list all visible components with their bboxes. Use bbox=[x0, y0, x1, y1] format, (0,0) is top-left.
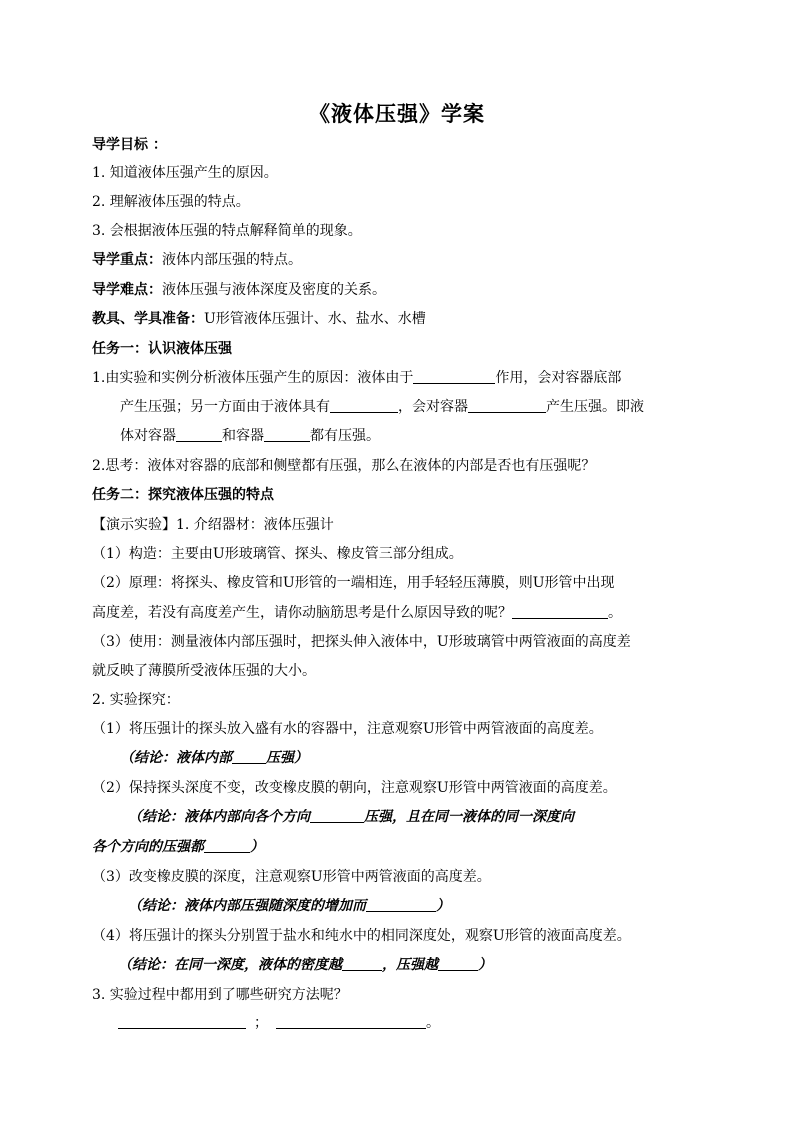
conclusion-4-end: ） bbox=[478, 957, 492, 973]
conclusion-2-line2 bbox=[92, 837, 264, 857]
difficulty-text: 液体压强与液体深度及密度的关系。 bbox=[162, 282, 386, 298]
goal-item-1: 1. 知道液体压强产生的原因。 bbox=[92, 165, 278, 181]
answer-blank[interactable] bbox=[204, 838, 250, 853]
key-point bbox=[92, 250, 302, 270]
answer-blank[interactable] bbox=[330, 398, 398, 413]
goal-item-2: 2. 理解液体压强的特点。 bbox=[92, 194, 250, 210]
task1-q1-line2 bbox=[120, 397, 644, 417]
answer-blank[interactable] bbox=[176, 427, 222, 442]
methods-end: 。 bbox=[426, 1015, 440, 1031]
experiment-step-1: （1）将压强计的探头放入盛有水的容器中，注意观察U形管中两管液面的高度差。 bbox=[92, 721, 603, 737]
answer-blank[interactable] bbox=[468, 398, 546, 413]
principle-text: 高度差，若没有高度差产生，请你动脑筋思考是什么原因导致的呢？ bbox=[92, 605, 512, 621]
q1-text-b: 作用，会对容器底部 bbox=[495, 370, 622, 386]
task1-q1-line1 bbox=[92, 368, 621, 388]
conclusion-2-line1 bbox=[128, 807, 574, 827]
usage-item-line2: 就反映了薄膜所受液体压强的大小。 bbox=[92, 663, 316, 679]
conclusion-4-text-a: （结论：在同一深度，液体的密度越 bbox=[118, 957, 342, 973]
q1-text-c: 产生压强；另一方面由于液体具有 bbox=[120, 399, 330, 415]
usage-item-line1: （3）使用：测量液体内部压强时，把探头伸入液体中，U形玻璃管中两管液面的高度差 bbox=[92, 634, 631, 650]
structure-item: （1）构造：主要由U形玻璃管、探头、橡皮管三部分组成。 bbox=[92, 546, 463, 562]
conclusion-1-text: （结论：液体内部 bbox=[120, 750, 232, 766]
q1-text-f: 体对容器 bbox=[120, 428, 176, 444]
page-title: 《液体压强》学案 bbox=[309, 101, 485, 126]
answer-blank[interactable] bbox=[232, 749, 266, 764]
answer-blank[interactable] bbox=[276, 1014, 426, 1029]
principle-item-line2 bbox=[92, 603, 622, 623]
q1-text-h: 都有压强。 bbox=[310, 428, 380, 444]
conclusion-3-end: ） bbox=[436, 898, 450, 914]
goals-heading: 导学目标 ： bbox=[92, 137, 167, 153]
answer-blank[interactable] bbox=[438, 956, 478, 971]
conclusion-4-text-b: ，压强越 bbox=[382, 957, 438, 973]
difficulty-point bbox=[92, 280, 386, 300]
conclusion-1 bbox=[120, 748, 308, 768]
answer-blank[interactable] bbox=[264, 427, 310, 442]
demo-experiment: 【演示实验】1. 介绍器材：液体压强计 bbox=[92, 517, 334, 533]
tools-line bbox=[92, 309, 426, 329]
conclusion-2-text-b: 压强，且在同一液体的同一深度向 bbox=[364, 809, 574, 825]
answer-blank[interactable] bbox=[512, 604, 608, 619]
conclusion-2-text-c: 各个方向的压强都 bbox=[92, 839, 204, 855]
tools-label: 教具、学具准备： bbox=[92, 311, 204, 327]
q1-text-g: 和容器 bbox=[222, 428, 264, 444]
task1-heading: 任务一：认识液体压强 bbox=[92, 341, 232, 357]
conclusion-3 bbox=[128, 896, 450, 916]
principle-end: 。 bbox=[608, 605, 622, 621]
q1-text-a: 1.由实验和实例分析液体压强产生的原因：液体由于 bbox=[92, 370, 414, 386]
answer-blank[interactable] bbox=[342, 956, 382, 971]
methods-separator: ； bbox=[254, 1015, 268, 1031]
conclusion-4 bbox=[118, 955, 492, 975]
conclusion-2-text-a: （结论：液体内部向各个方向 bbox=[128, 809, 310, 825]
goal-item-3: 3. 会根据液体压强的特点解释简单的现象。 bbox=[92, 223, 362, 239]
answer-blank[interactable] bbox=[310, 808, 364, 823]
experiment-heading: 2. 实验探究： bbox=[92, 692, 180, 708]
principle-item-line1: （2）原理：将探头、橡皮管和U形管的一端相连，用手轻轻压薄膜，则U形管中出现 bbox=[92, 575, 615, 591]
answer-blank[interactable] bbox=[413, 369, 495, 384]
key-point-text: 液体内部压强的特点。 bbox=[162, 252, 302, 268]
task1-q2: 2.思考：液体对容器的底部和侧壁都有压强，那么在液体的内部是否也有压强呢？ bbox=[92, 458, 596, 474]
q1-text-e: 产生压强。即液 bbox=[546, 399, 644, 415]
experiment-step-3: （3）改变橡皮膜的深度，注意观察U形管中两管液面的高度差。 bbox=[92, 869, 491, 885]
experiment-step-2: （2）保持探头深度不变，改变橡皮膜的朝向，注意观察U形管中两管液面的高度差。 bbox=[92, 780, 617, 796]
conclusion-2-end: ） bbox=[250, 839, 264, 855]
task2-heading: 任务二：探究液体压强的特点 bbox=[92, 487, 274, 503]
conclusion-1-end: 压强） bbox=[266, 750, 308, 766]
answer-blank[interactable] bbox=[366, 897, 436, 912]
experiment-step-4: （4）将压强计的探头分别置于盐水和纯水中的相同深度处，观察U形管的液面高度差。 bbox=[92, 928, 631, 944]
key-point-label: 导学重点： bbox=[92, 252, 162, 268]
conclusion-3-text: （结论：液体内部压强随深度的增加而 bbox=[128, 898, 366, 914]
tools-text: U形管液体压强计、水、盐水、水槽 bbox=[204, 311, 426, 327]
methods-answer-line bbox=[118, 1013, 440, 1033]
q1-text-d: ，会对容器 bbox=[398, 399, 468, 415]
answer-blank[interactable] bbox=[118, 1014, 246, 1029]
methods-question: 3. 实验过程中都用到了哪些研究方法呢？ bbox=[92, 987, 348, 1003]
difficulty-label: 导学难点： bbox=[92, 282, 162, 298]
task1-q1-line3 bbox=[120, 426, 380, 446]
